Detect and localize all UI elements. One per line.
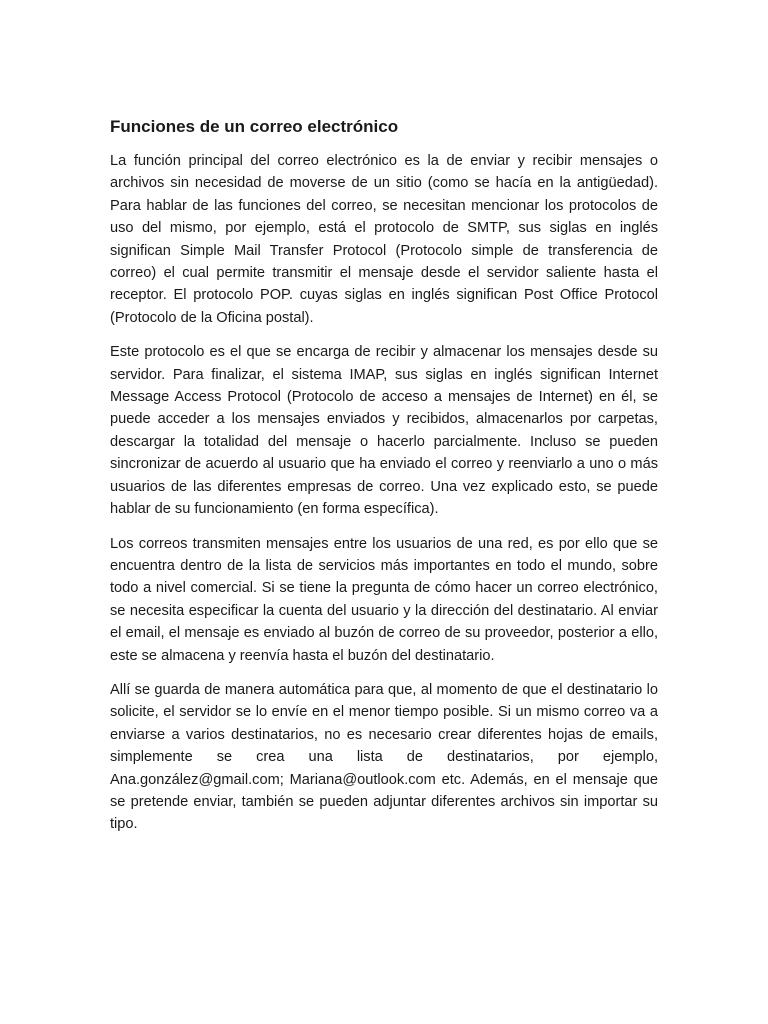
paragraph-4: Allí se guarda de manera automática para que, al momento de que el destinatario lo solicite, el servidor se lo envíe en el menor tiempo posible. Si un mismo correo va a enviarse a varios destinatarios, no es necesario crear diferentes hojas de emails, simplemente se crea una lista de destinatarios, por ejemplo, Ana.gonzález@gmail.com; Mariana@outlook.com etc. Además, en el mensaje que se pretende enviar, también se pueden adjuntar diferentes archivos sin importar su tipo. xyxy=(110,681,658,833)
paragraph-2: Este protocolo es el que se encarga de recibir y almacenar los mensajes desde su servidor. Para finalizar, el sistema IMAP, sus siglas en inglés significan Internet Message Access Protocol (Protocolo de acceso a mensajes de Internet) en él, se puede acceder a los mensajes enviados y recibidos, almacenarlos por carpetas, descargar la totalidad del mensaje o hacerlo parcialmente. Incluso se pueden sincronizar de acuerdo al usuario que ha enviado el correo y reenviarlo a uno o más usuarios de las diferentes empresas de correo. Una vez explicado esto, se puede hablar de su funcionamiento (en forma específica). xyxy=(110,344,658,518)
paragraph-3: Los correos transmiten mensajes entre los usuarios de una red, es por ello que se encuentra dentro de la lista de servicios más importantes en todo el mundo, sobre todo a nivel comercial. Si se tiene la pregunta de cómo hacer un correo electrónico, se necesita especificar la cuenta del usuario y la dirección del destinatario. Al enviar el email, el mensaje es enviado al buzón de correo de su proveedor, posterior a ello, este se almacena y reenvía hasta el buzón del destinatario. xyxy=(110,535,658,664)
paragraph-1: La función principal del correo electrónico es la de enviar y recibir mensajes o archivos sin necesidad de moverse de un sitio (como se hacía en la antigüedad). Para hablar de las funciones del correo, se necesitan mencionar los protocolos de uso del mismo, por ejemplo, está el protocolo de SMTP, sus siglas en inglés significan Simple Mail Transfer Protocol (Protocolo simple de transferencia de correo) el cual permite transmitir el mensaje desde el servidor saliente hasta el receptor. El protocolo POP. cuyas siglas en inglés significan Post Office Protocol (Protocolo de la Oficina postal). xyxy=(110,153,658,326)
document-body xyxy=(110,114,658,848)
document-title: Funciones de un correo electrónico xyxy=(110,117,399,136)
